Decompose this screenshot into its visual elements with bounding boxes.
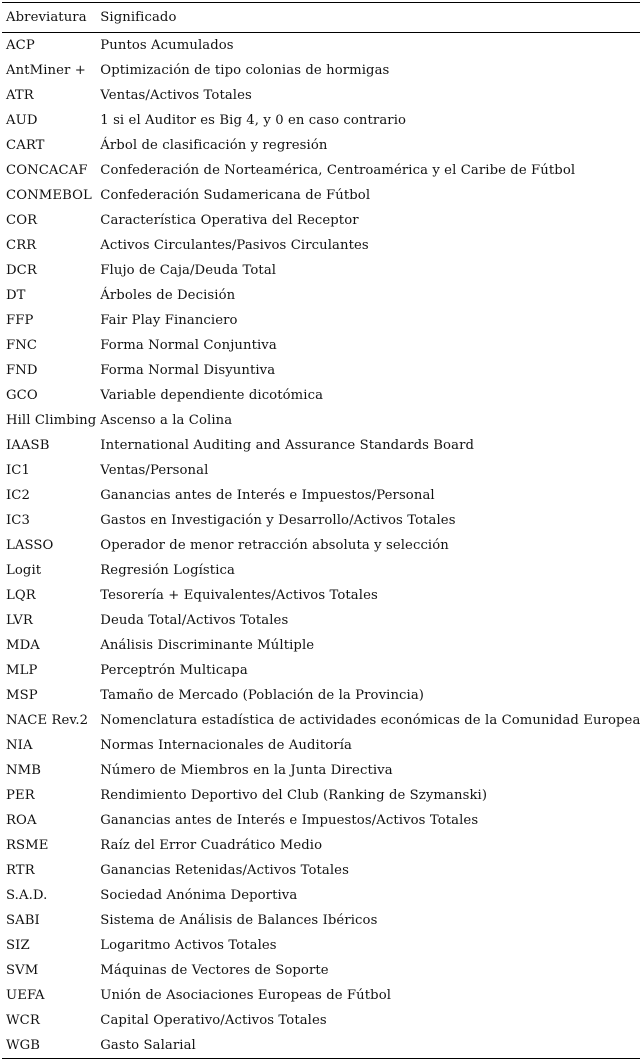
abbreviation-cell: IC3 [6, 513, 30, 528]
abbreviation-cell: ACP [6, 38, 35, 53]
abbreviation-cell: WCR [6, 1013, 40, 1028]
abbreviation-cell: MDA [6, 638, 40, 653]
abbreviation-cell: ATR [6, 88, 34, 103]
table-row [2, 333, 640, 358]
table-row [2, 583, 640, 608]
meaning-cell: Activos Circulantes/Pasivos Circulantes [100, 238, 369, 253]
table-row [2, 258, 640, 283]
table-row [2, 683, 640, 708]
meaning-cell: Sociedad Anónima Deportiva [100, 888, 298, 903]
abbreviation-cell: S.A.D. [6, 888, 48, 903]
table-row [2, 1033, 640, 1059]
meaning-cell: Árboles de Decisión [100, 288, 236, 303]
table-row [2, 783, 640, 808]
abbreviation-cell: FNC [6, 338, 38, 353]
table-row [2, 508, 640, 533]
meaning-cell: Ventas/Activos Totales [100, 88, 252, 103]
table-row [2, 708, 640, 733]
meaning-cell: Perceptrón Multicapa [100, 663, 248, 678]
abbreviation-cell: GCO [6, 388, 38, 403]
meaning-cell: Forma Normal Conjuntiva [100, 338, 277, 353]
abbreviation-cell: CART [6, 138, 45, 153]
abbreviation-cell: Logit [6, 563, 42, 578]
table-row [2, 83, 640, 108]
table-row [2, 133, 640, 158]
meaning-cell: Fair Play Financiero [100, 313, 238, 328]
meaning-cell: Tamaño de Mercado (Población de la Provincia) [100, 688, 425, 703]
table-row [2, 533, 640, 558]
meaning-cell: Máquinas de Vectores de Soporte [100, 963, 329, 978]
meaning-cell: Flujo de Caja/Deuda Total [100, 263, 277, 278]
meaning-cell: Análisis Discriminante Múltiple [100, 638, 315, 653]
abbreviation-cell: WGB [6, 1038, 41, 1053]
table-row [2, 658, 640, 683]
abbreviation-cell: NIA [6, 738, 33, 753]
table-row [2, 108, 640, 133]
abbreviation-cell: AUD [6, 113, 38, 128]
table-row [2, 558, 640, 583]
meaning-cell: Logaritmo Activos Totales [100, 938, 277, 953]
abbreviation-cell: MLP [6, 663, 38, 678]
meaning-cell: Operador de menor retracción absoluta y selección [100, 538, 449, 553]
meaning-cell: Confederación de Norteamérica, Centroamérica y el Caribe de Fútbol [100, 163, 576, 178]
abbreviation-cell: CONCACAF [6, 163, 88, 178]
table-row [2, 733, 640, 758]
meaning-cell: Sistema de Análisis de Balances Ibéricos [100, 913, 378, 928]
meaning-cell: Tesorería + Equivalentes/Activos Totales [100, 588, 378, 603]
table-row [2, 833, 640, 858]
table-row [2, 808, 640, 833]
abbreviation-cell: SVM [6, 963, 39, 978]
meaning-cell: Capital Operativo/Activos Totales [100, 1013, 327, 1028]
abbreviation-cell: AntMiner + [6, 63, 86, 78]
abbreviation-cell: LVR [6, 613, 33, 628]
table-row [2, 608, 640, 633]
meaning-cell: International Auditing and Assurance Standards Board [100, 438, 475, 453]
abbreviation-cell: RTR [6, 863, 35, 878]
table-row [2, 458, 640, 483]
table-row [2, 908, 640, 933]
meaning-cell: Gastos en Investigación y Desarrollo/Activos Totales [100, 513, 456, 528]
meaning-cell: 1 si el Auditor es Big 4, y 0 en caso contrario [100, 113, 407, 128]
abbreviations-table [2, 2, 640, 1059]
meaning-cell: Optimización de tipo colonias de hormigas [100, 63, 390, 78]
meaning-cell: Ventas/Personal [100, 463, 209, 478]
table-row [2, 433, 640, 458]
table-row [2, 58, 640, 83]
table-row [2, 633, 640, 658]
meaning-cell: Normas Internacionales de Auditoría [100, 738, 352, 753]
abbreviation-cell: NMB [6, 763, 42, 778]
table-row [2, 858, 640, 883]
abbreviation-cell: COR [6, 213, 38, 228]
table-row [2, 308, 640, 333]
meaning-cell: Árbol de clasificación y regresión [100, 138, 328, 153]
abbreviation-cell: IC1 [6, 463, 30, 478]
meaning-cell: Puntos Acumulados [100, 38, 234, 53]
meaning-cell: Regresión Logística [100, 563, 235, 578]
table-row [2, 883, 640, 908]
table-row [2, 283, 640, 308]
abbreviation-cell: FFP [6, 313, 34, 328]
meaning-cell: Unión de Asociaciones Europeas de Fútbol [100, 988, 392, 1003]
abbreviation-cell: MSP [6, 688, 38, 703]
meaning-cell: Ganancias Retenidas/Activos Totales [100, 863, 349, 878]
meaning-cell: Forma Normal Disyuntiva [100, 363, 276, 378]
meaning-cell: Deuda Total/Activos Totales [100, 613, 289, 628]
table-row [2, 233, 640, 258]
meaning-cell: Rendimiento Deportivo del Club (Ranking de Szymanski) [100, 788, 488, 803]
table-row [2, 33, 640, 59]
abbreviation-cell: NACE Rev.2 [6, 713, 89, 728]
abbreviation-cell: CRR [6, 238, 37, 253]
abbreviation-cell: Hill Climbing [6, 413, 97, 428]
table-row [2, 983, 640, 1008]
meaning-cell: Confederación Sudamericana de Fútbol [100, 188, 371, 203]
meaning-cell: Característica Operativa del Receptor [100, 213, 359, 228]
table-row [2, 1008, 640, 1033]
table-row [2, 383, 640, 408]
table-header-row [2, 3, 640, 33]
abbreviation-cell: SIZ [6, 938, 30, 953]
table-row [2, 758, 640, 783]
table-row [2, 358, 640, 383]
abbreviation-cell: CONMEBOL [6, 188, 92, 203]
abbreviation-cell: IAASB [6, 438, 50, 453]
abbreviation-cell: DT [6, 288, 26, 303]
abbreviation-cell: IC2 [6, 488, 30, 503]
meaning-cell: Raíz del Error Cuadrático Medio [100, 838, 323, 853]
abbreviation-cell: SABI [6, 913, 40, 928]
table-row [2, 208, 640, 233]
table-row [2, 958, 640, 983]
table-row [2, 483, 640, 508]
abbreviation-cell: LQR [6, 588, 36, 603]
meaning-cell: Nomenclatura estadística de actividades económicas de la Comunidad Europea [100, 713, 641, 728]
abbreviation-cell: DCR [6, 263, 37, 278]
abbreviation-cell: ROA [6, 813, 37, 828]
table-row [2, 933, 640, 958]
meaning-cell: Variable dependiente dicotómica [100, 388, 324, 403]
abbreviation-cell: FND [6, 363, 38, 378]
table-body [2, 33, 640, 1059]
meaning-cell: Ascenso a la Colina [100, 413, 233, 428]
table-row [2, 408, 640, 433]
abbreviation-cell: RSME [6, 838, 49, 853]
abbreviation-cell: UEFA [6, 988, 45, 1003]
abbreviation-cell: LASSO [6, 538, 54, 553]
abbreviation-cell: PER [6, 788, 35, 803]
table-row [2, 183, 640, 208]
table-row [2, 158, 640, 183]
column-header-meaning: Significado [100, 10, 177, 25]
meaning-cell: Gasto Salarial [100, 1038, 196, 1053]
meaning-cell: Ganancias antes de Interés e Impuestos/Personal [100, 488, 435, 503]
meaning-cell: Número de Miembros en la Junta Directiva [100, 763, 393, 778]
column-header-abbreviation: Abreviatura [6, 10, 87, 25]
meaning-cell: Ganancias antes de Interés e Impuestos/Activos Totales [100, 813, 479, 828]
